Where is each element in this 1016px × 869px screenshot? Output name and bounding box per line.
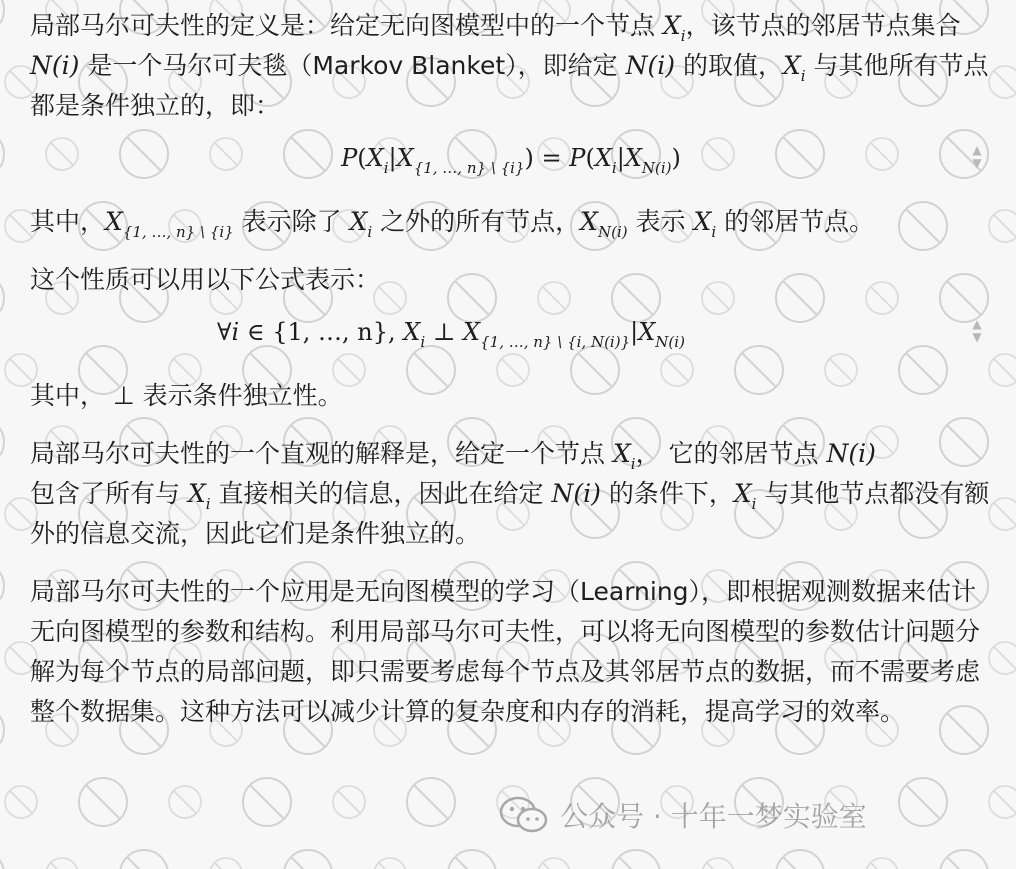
no-symbol-icon bbox=[46, 858, 78, 869]
no-symbol-icon bbox=[284, 850, 332, 869]
no-symbol-icon bbox=[989, 210, 1016, 242]
scroll-arrows-icon[interactable]: ▲ ▼ bbox=[972, 317, 982, 344]
no-symbol-icon bbox=[989, 354, 1016, 386]
no-symbol-icon bbox=[0, 850, 4, 869]
math-n-i: N(i) bbox=[551, 479, 601, 508]
math-x-all-minus-i: $X_{\{1, \dots, n\} \backslash \{i\}}$ bbox=[105, 207, 234, 241]
no-symbol-icon bbox=[0, 0, 4, 34]
brand-text: 公众号 · 十年一梦实验室 bbox=[560, 800, 867, 833]
text-span: 局部马尔可夫性的定义是：给定无向图模型中的一个节点 bbox=[30, 11, 663, 40]
no-symbol-icon bbox=[120, 850, 168, 869]
math-n-i: N(i) bbox=[30, 51, 80, 80]
no-symbol-icon bbox=[702, 858, 734, 869]
equation-text: $P(X_i|X_{\{1, \dots, n\} \backslash \{i\}}) = P(X_i|X_{N(i)})$ bbox=[341, 144, 681, 177]
no-symbol-icon bbox=[79, 778, 127, 826]
text-span: 包含了所有与 bbox=[30, 479, 188, 508]
article-body bbox=[30, 6, 992, 732]
no-symbol-icon bbox=[448, 850, 496, 869]
no-symbol-icon bbox=[940, 850, 988, 869]
math-x-i: $X_i$ bbox=[733, 479, 757, 513]
text-span: 表示 bbox=[627, 207, 694, 236]
text-span: 的条件下， bbox=[600, 479, 734, 508]
paragraph-formula-intro: 这个性质可以用以下公式表示： bbox=[30, 265, 381, 294]
math-n-i: N(i) bbox=[625, 51, 675, 80]
math-n-i: N(i) bbox=[826, 439, 876, 468]
math-x-i: $X_i$ bbox=[662, 11, 686, 45]
no-symbol-icon bbox=[333, 786, 365, 818]
no-symbol-icon bbox=[0, 418, 4, 466]
no-symbol-icon bbox=[899, 778, 947, 826]
no-symbol-icon bbox=[169, 786, 201, 818]
equation-local-markov bbox=[30, 126, 992, 190]
text-span: 与其他节点都没有额外的信息交流，因此它们是条件独立的。 bbox=[30, 479, 990, 548]
text-span: ， 它的邻居节点 bbox=[635, 439, 827, 468]
text-span: 的邻居节点。 bbox=[716, 207, 875, 236]
paragraph-application: 局部马尔可夫性的一个应用是无向图模型的学习（Learning），即根据观测数据来估计无向图模型的参数和结构。利用局部马尔可夫性，可以将无向图模型的参数估计问题分解为每个节点的局部问题，即只需要考虑每个节点及其邻居节点的数据，而不需要考虑整个数据集。这种方法可以减少计算的复杂度和内存的消耗，提高学习的效率。 bbox=[30, 577, 981, 726]
no-symbol-icon bbox=[866, 858, 898, 869]
math-x-i: $X_i$ bbox=[349, 207, 373, 241]
no-symbol-icon bbox=[989, 66, 1016, 98]
watermark-brand bbox=[498, 795, 867, 835]
no-symbol-icon bbox=[0, 130, 4, 178]
no-symbol-icon bbox=[5, 786, 37, 818]
text-span: 的取值， bbox=[675, 51, 783, 80]
paragraph-explanation bbox=[30, 202, 992, 242]
no-symbol-icon bbox=[989, 498, 1016, 530]
paragraph-perp-meaning: 其中， ⊥ 表示条件独立性。 bbox=[30, 381, 343, 410]
text-span: 之外的所有节点， bbox=[372, 207, 581, 236]
wechat-icon bbox=[498, 795, 550, 835]
math-x-i: $X_i$ bbox=[693, 207, 717, 241]
paragraph-definition bbox=[30, 6, 992, 126]
no-symbol-icon bbox=[210, 858, 242, 869]
no-symbol-icon bbox=[407, 778, 455, 826]
no-symbol-icon bbox=[0, 562, 4, 610]
text-span: 局部马尔可夫性的一个直观的解释是，给定一个节点 bbox=[30, 439, 613, 468]
no-symbol-icon bbox=[989, 642, 1016, 674]
equation-conditional-independence bbox=[30, 300, 992, 364]
text-span: 直接相关的信息，因此在给定 bbox=[210, 479, 552, 508]
no-symbol-icon bbox=[0, 274, 4, 322]
paragraph-intuition bbox=[30, 434, 992, 554]
text-span: 是一个马尔可夫毯（Markov Blanket），即给定 bbox=[79, 51, 626, 80]
math-x-n-i: $X_{N(i)}$ bbox=[580, 207, 628, 241]
no-symbol-icon bbox=[538, 858, 570, 869]
no-symbol-icon bbox=[0, 706, 4, 754]
no-symbol-icon bbox=[776, 850, 824, 869]
text-span: 其中， bbox=[30, 207, 106, 236]
math-x-i: $X_i$ bbox=[782, 51, 806, 85]
no-symbol-icon bbox=[374, 858, 406, 869]
math-x-i: $X_i$ bbox=[187, 479, 211, 513]
text-span: 表示除了 bbox=[233, 207, 350, 236]
no-symbol-icon bbox=[243, 778, 291, 826]
math-x-i: $X_i$ bbox=[612, 439, 636, 473]
scroll-arrows-icon[interactable]: ▲ ▼ bbox=[972, 143, 982, 170]
no-symbol-icon bbox=[989, 786, 1016, 818]
text-span: ，该节点的邻居节点集合 bbox=[685, 11, 961, 40]
no-symbol-icon bbox=[612, 850, 660, 869]
text-span: 与其他所有节点都是条件独立的，即： bbox=[30, 51, 989, 120]
equation-text: ∀i ∈ {1, …, n}, $X_i$ ⊥ $X_{\{1, \dots, n\} \backslash \{i, N(i)\}}|X_{N(i)}$ bbox=[217, 318, 685, 351]
